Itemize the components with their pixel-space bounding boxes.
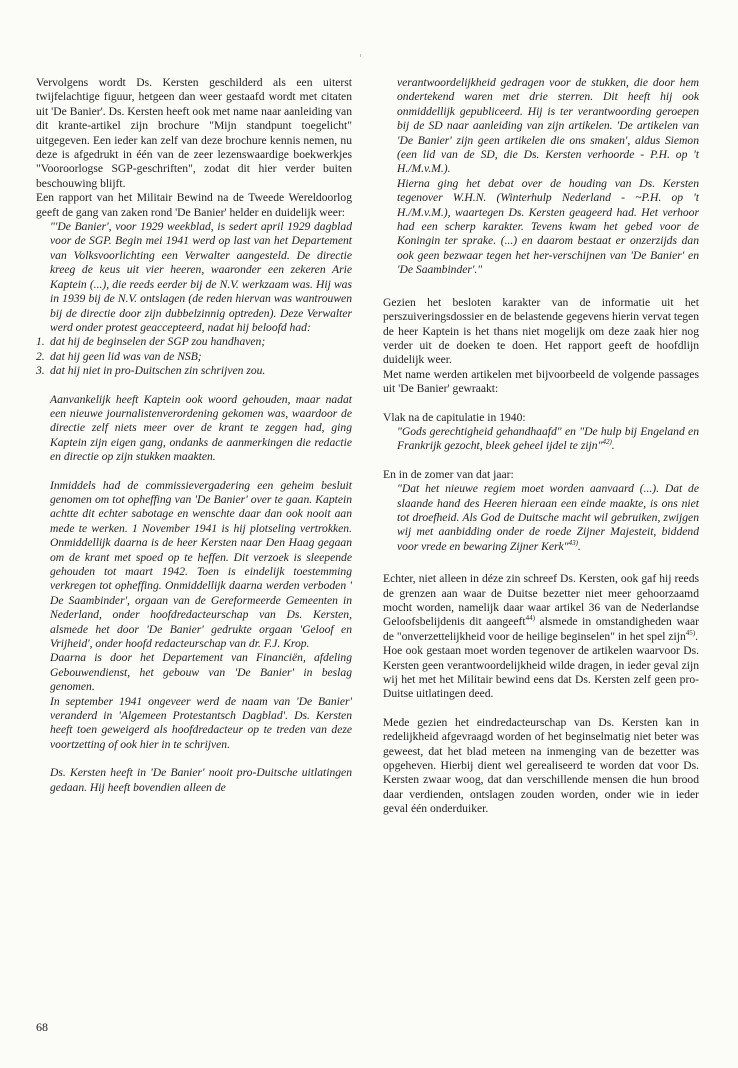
body-paragraph: Vlak na de capitulatie in 1940: [383,410,526,424]
quote-paragraph: "'De Banier', voor 1929 weekblad, is sedert april 1929 dagblad voor de SGP. Begin mei 1941 werd op last van het Departement van Volksvoorlichting een Verwalter aangesteld. De directie kreeg de keus uit vier heeren, waaronder een zekeren Arie Kaptein (...), die reeds eerder bij de N.V. werkzaam was. Hij was in 1939 bij de N.V. ontslagen (de reden hiervan was wantrouwen bij de directie door zijn dubbelzinnig optreden). Deze Verwalter werd onder protest geaccepteerd, nadat hij beloofd had: [50,220,352,334]
top-mark [360,54,361,57]
footnote-ref: 44) [525,614,535,623]
intro-paragraph: Vervolgens wordt Ds. Kersten geschilderd als een uiterst twijfelachtige figuur, hetgeen dan weer gestaafd wordt met citaten uit 'De Banier'. Ds. Kersten heeft ook met name naar aanleiding van dit krante-artikel zijn brochure "Mijn standpunt toegelicht" uitgegeven. Een ieder kan zelf van deze brochure kennis nemen, nu deze is afgedrukt in één van de zeer lezenswaardige boekwerkjes "Vooroorlogse SGP-geschriften", zodat dit hier verder buiten beschouwing blijft. [36,76,352,190]
quote-paragraph: "Dat het nieuwe regiem moet worden aanvaard (...). Dat de slaande hand des Heeren hieraan een einde maakte, is ons niet tot droefheid. Als God de Duitsche macht wil gebruiken, zwijgen wij met aanbidding onder de roede Zijner Majesteit, biddend voor vrede en bewaring Zijner Kerk"$^{43)}$. [397,482,699,553]
left-column [36,76,352,795]
quote-paragraph: "Gods gerechtigheid gehandhaafd" en "De hulp bij Engeland en Frankrijk gezocht, bleek geheel ijdel te zijn"$^{42)}$. [397,424,699,453]
quote-paragraph: Inmiddels had de commissievergadering een geheim besluit genomen om tot opheffing van 'De Banier' over te gaan. Kaptein achtte dit echter sabotage en wenschte daar dan ook nooit aan mede te werken. 1 November 1941 is hij plotseling vertrokken. Onmiddellijk daarna is de heer Kersten naar Den Haag gegaan om de krant met spoed op te heffen. Dit verzoek is sleepende gehouden tot maart 1942. Toen is eindelijk toestemming verkregen tot opheffing. Onmiddellijk daarna werden verboden ' De Saambinder', orgaan van de Gereformeerde Gemeenten in Nederland, onder hoofdredacteurschap van Ds. Kersten, alsmede het door 'De Banier' gedrukte orgaan 'Geloof en Vrijheid', onder hoofd redacteurschap van dr. F.J. Krop. [50,478,352,651]
quote-paragraph: In september 1941 ongeveer werd de naam van 'De Banier' veranderd in 'Algemeen Protestantsch Dagblad'. Ds. Kersten heeft toen geweigerd als hoofdredacteur op te treden van deze voortzetting of ook hier in te schrijven. [50,694,352,751]
body-paragraph: Met name werden artikelen met bijvoorbeeld de volgende passages uit 'De Banier' gewraakt: [383,367,699,396]
page-number: 68 [36,1020,48,1034]
body-paragraph: En in de zomer van dat jaar: [383,467,514,481]
list-item: 2. dat hij geen lid was van de NSB; [36,349,202,363]
footnote-ref: 45) [685,628,696,637]
quote-paragraph: verantwoordelijkheid gedragen voor de stukken, die door hem ondertekend waren met drie sterren. Dit heeft hij ook onmiddellijk gepubliceerd. Hij is ter verantwoording geroepen bij de SD naar aanleiding van zijn artikelen. 'De artikelen van 'De Banier' zijn geen artikelen die ons smaken', aldus Siemon (een lid van de SD, die Ds. Kersten verhoorde - P.H. op 't H./M.v.M.). [397,76,699,176]
quote-paragraph: Ds. Kersten heeft in 'De Banier' nooit pro-Duitsche uitlatingen gedaan. Hij heeft bovendien alleen de [50,766,352,794]
promise-list [36,335,352,378]
body-paragraph: Echter, niet alleen in déze zin schreef Ds. Kersten, ook gaf hij reeds de grenzen aan waar de Duitse bezetter niet meer gehoorzaamd mocht worden, namelijk daar waar artikel 36 van de Nederlandse Geloofsbelijdenis dit aangeeft$^{44)}$ alsmede in omstandigheden waar de "onverzettelijkheid voor de heilige beginselen" in het spel zijn$^{45)}$. [383,572,699,643]
body-paragraph: Hoe ook gestaan moet worden tegenover de artikelen waarvoor Ds. Kersten geen verantwoordelijkheid wilde dragen, in ieder geval zijn wij het met het Militair bewind eens dat Ds. Kersten zelf geen pro-Duitse uitlatingen deed. [383,644,699,701]
footnote-ref: 42) [602,438,612,447]
body-paragraph: Mede gezien het eindredacteurschap van Ds. Kersten kan in redelijkheid afgevraagd worden of het beginselmatig niet beter was geweest, dat het blad meteen na inmenging van de bezetter was opgeheven. Hierbij dient wel gerealiseerd te worden dat voor Ds. Kersten zwaar woog, dat dan verschillende mensen die hun brood daar verdienden, ontslagen zouden worden, onder wie in ieder geval één onderduiker. [383,715,699,816]
list-item: 3. dat hij niet in pro-Duitschen zin schrijven zou. [36,364,266,378]
quote-paragraph: Daarna is door het Departement van Financiën, afdeling Gebouwendienst, het gebouw van 'De Banier' in beslag genomen. [50,651,352,694]
body-paragraph: Gezien het besloten karakter van de informatie uit het perszuiveringsdossier en de belastende gegevens hierin vervat tegen de heer Kaptein is het thans niet mogelijk om deze zaak hier nog verder uit de doeken te doen. Het rapport geeft de hoofdlijn duidelijk weer. [383,295,699,367]
list-item: 1. dat hij de beginselen der SGP zou handhaven; [36,335,266,349]
right-column [383,76,699,817]
rapport-paragraph: Een rapport van het Militair Bewind na de Tweede Wereldoorlog geeft de gang van zaken rond 'De Banier' helder en duidelijk weer: [36,191,352,219]
quote-paragraph: Aanvankelijk heeft Kaptein ook woord gehouden, maar nadat een nieuwe journalistenverordening gekomen was, waardoor de directie zelf niets meer over de krant te zeggen had, ging Kaptein zijn eigen gang, ondanks de aanmerkingen die redactie en directie op zijn stukken maakten. [50,392,352,464]
quote-paragraph: Hierna ging het debat over de houding van Ds. Kersten tegenover W.H.N. (Winterhulp Nederland - ~P.H. op 't H./M.v.M.), waartegen Ds. Kersten geageerd had. Het verhoor had een scherp karakter. Tevens kwam het gebed voor de Koningin ter sprake. (...) en daarom bestaat er onzerzijds dan ook geen bezwaar tegen het her-verschijnen van 'De Banier' en 'De Saambinder'." [397,176,699,277]
footnote-ref: 43) [568,538,578,547]
